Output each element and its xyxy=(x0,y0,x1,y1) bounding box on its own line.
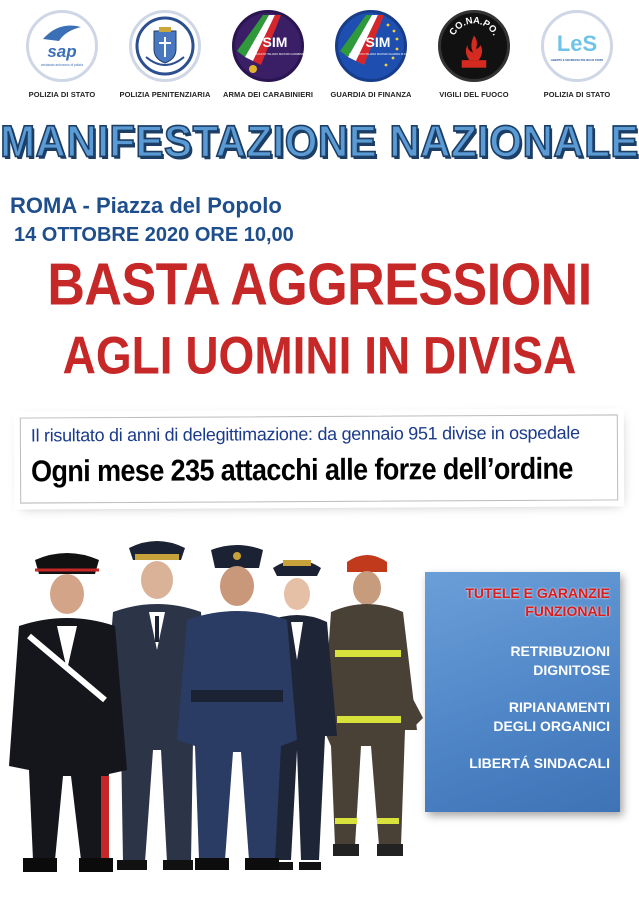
demands-box xyxy=(425,572,620,812)
penitentiary-crest-icon xyxy=(129,10,201,82)
event-location: ROMA - Piazza del Popolo xyxy=(10,193,282,218)
newspaper-clipping xyxy=(20,414,618,503)
carabiniere-figure xyxy=(9,553,127,872)
logo-mark: LeS xyxy=(556,31,598,56)
sim-carabinieri-icon xyxy=(232,10,308,82)
logo-caption: ARMA DEI CARABINIERI xyxy=(222,90,314,99)
demand-line-2: DIGNITOSE xyxy=(533,662,610,678)
logo-mark: CO.NA.PO. xyxy=(446,14,502,38)
firefighter-figure xyxy=(323,555,423,856)
logo-sim-carabinieri xyxy=(218,10,318,99)
logo-sub: LIBERTÀ E SICUREZZA POLIZIA DI STATO xyxy=(550,59,604,62)
logo-caption: POLIZIA PENITENZIARIA xyxy=(119,90,211,99)
logo-caption: GUARDIA DI FINANZA xyxy=(330,90,412,99)
clipping-title: Ogni mese 235 attacchi alle forze dell’ordine xyxy=(30,451,573,489)
logo-sim-guardia-finanza xyxy=(321,10,421,99)
event-date: 14 OTTOBRE 2020 ORE 10,00 xyxy=(14,224,294,246)
logo-mark: sap xyxy=(47,42,77,61)
headline: MANIFESTAZIONE NAZIONALE xyxy=(0,116,639,167)
les-logo-icon xyxy=(541,10,613,82)
slogan-line-1: BASTA AGGRESSIONI xyxy=(47,251,592,319)
demand-item xyxy=(435,642,610,680)
logo-row xyxy=(12,10,627,105)
sap-wing-icon xyxy=(26,10,98,82)
uniformed-officers-illustration xyxy=(5,540,435,890)
logo-mark: SIM xyxy=(365,34,391,50)
slogan-line-2: AGLI UOMINI IN DIVISA xyxy=(62,325,577,385)
demand-item xyxy=(435,754,610,773)
demands-heading-line-2: FUNZIONALI xyxy=(525,603,610,619)
clipping-subtitle: Il risultato di anni di delegittimazione: da gennaio 951 divise in ospedale xyxy=(30,422,580,446)
logo-sap xyxy=(12,10,112,99)
logo-mark: SIM xyxy=(262,34,288,50)
logo-conapo xyxy=(424,10,524,99)
logo-les xyxy=(527,10,627,99)
conapo-firefighter-icon xyxy=(438,10,510,82)
demand-line-1: RIPIANAMENTI xyxy=(508,699,610,715)
svg-text:CO.NA.PO. xyxy=(447,14,502,37)
logo-sub: SINDACATO ITALIANO MILITARI CARABINIERI xyxy=(250,53,308,56)
demand-line-1: LIBERTÁ SINDACALI xyxy=(469,755,610,771)
demand-line-1: RETRIBUZIONI xyxy=(510,643,610,659)
logo-sub: sindacato autonomo di polizia xyxy=(41,63,83,67)
logo-caption: POLIZIA DI STATO xyxy=(28,90,96,99)
demands-heading-line-1: TUTELE E GARANZIE xyxy=(465,585,610,601)
sim-finanza-icon xyxy=(335,10,416,82)
demand-item xyxy=(435,698,610,736)
logo-polizia-penitenziaria xyxy=(115,10,215,99)
logo-sub: SINDACATO ITALIANO MILITARI GUARDIA DI FINANZA xyxy=(348,53,416,56)
demand-line-2: DEGLI ORGANICI xyxy=(493,718,610,734)
logo-caption: POLIZIA DI STATO xyxy=(543,90,611,99)
logo-caption: VIGILI DEL FUOCO xyxy=(439,90,509,99)
